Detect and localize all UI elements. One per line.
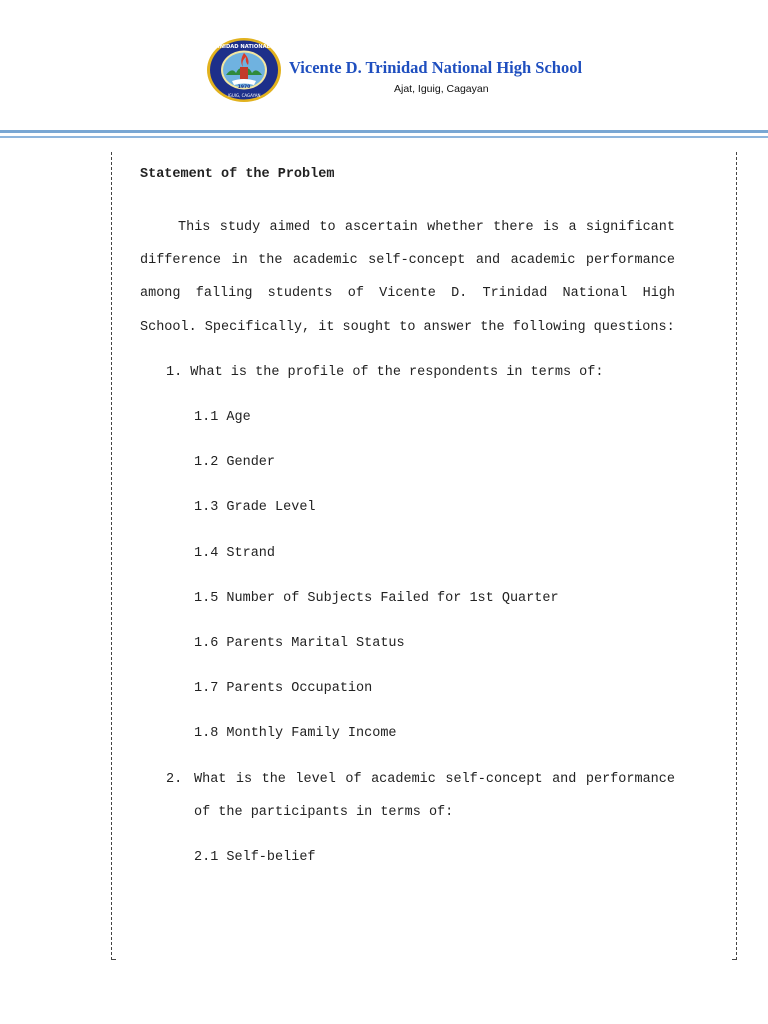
list-item: 1.2 Gender xyxy=(194,455,276,471)
question-2 xyxy=(140,763,675,829)
list-item: 1.5 Number of Subjects Failed for 1st Quarter xyxy=(194,590,559,606)
list-item: 1.7 Parents Occupation xyxy=(194,681,373,697)
right-margin-border xyxy=(736,152,737,960)
left-margin-border xyxy=(111,152,112,960)
list-item: 1.8 Monthly Family Income xyxy=(194,726,397,742)
section-heading: Statement of the Problem xyxy=(140,167,335,182)
question-2-text: What is the level of academic self-concept and performance of the participants in terms of: xyxy=(194,771,675,820)
right-corner-mark xyxy=(732,959,737,960)
seal-text: VICENTE D. TRINIDAD NATIONAL HIGH SCHOOL xyxy=(175,44,313,50)
question-2-number: 2. xyxy=(166,771,183,787)
question-1-subitems xyxy=(140,401,675,751)
question-1: 1. What is the profile of the respondents in terms of: xyxy=(166,364,604,380)
question-2-subitems xyxy=(140,841,675,874)
list-item: 1.6 Parents Marital Status xyxy=(194,636,405,652)
document-body xyxy=(140,165,675,886)
header-rule-bottom xyxy=(0,136,768,138)
list-item: 2.1 Self-belief xyxy=(194,850,316,866)
list-item: 1.3 Grade Level xyxy=(194,500,316,516)
school-name: Vicente D. Trinidad National High School xyxy=(289,58,583,77)
left-corner-mark xyxy=(111,959,116,960)
list-item: 1.1 Age xyxy=(194,410,251,426)
letterhead xyxy=(0,0,768,140)
seal-year: 1970 xyxy=(237,85,251,90)
intro-paragraph: This study aimed to ascertain whether there is a significant difference in the academic self-concept and academic performance among falling students of Vicente D. Trinidad National High School. Specifically, it sought to answer the following questions: xyxy=(140,220,675,335)
list-item: 1.4 Strand xyxy=(194,545,276,561)
header-rule-top xyxy=(0,130,768,133)
school-address: Ajat, Iguig, Cagayan xyxy=(394,83,489,95)
seal-place: IGUIG, CAGAYAN xyxy=(227,93,261,98)
school-seal-logo xyxy=(175,37,313,103)
